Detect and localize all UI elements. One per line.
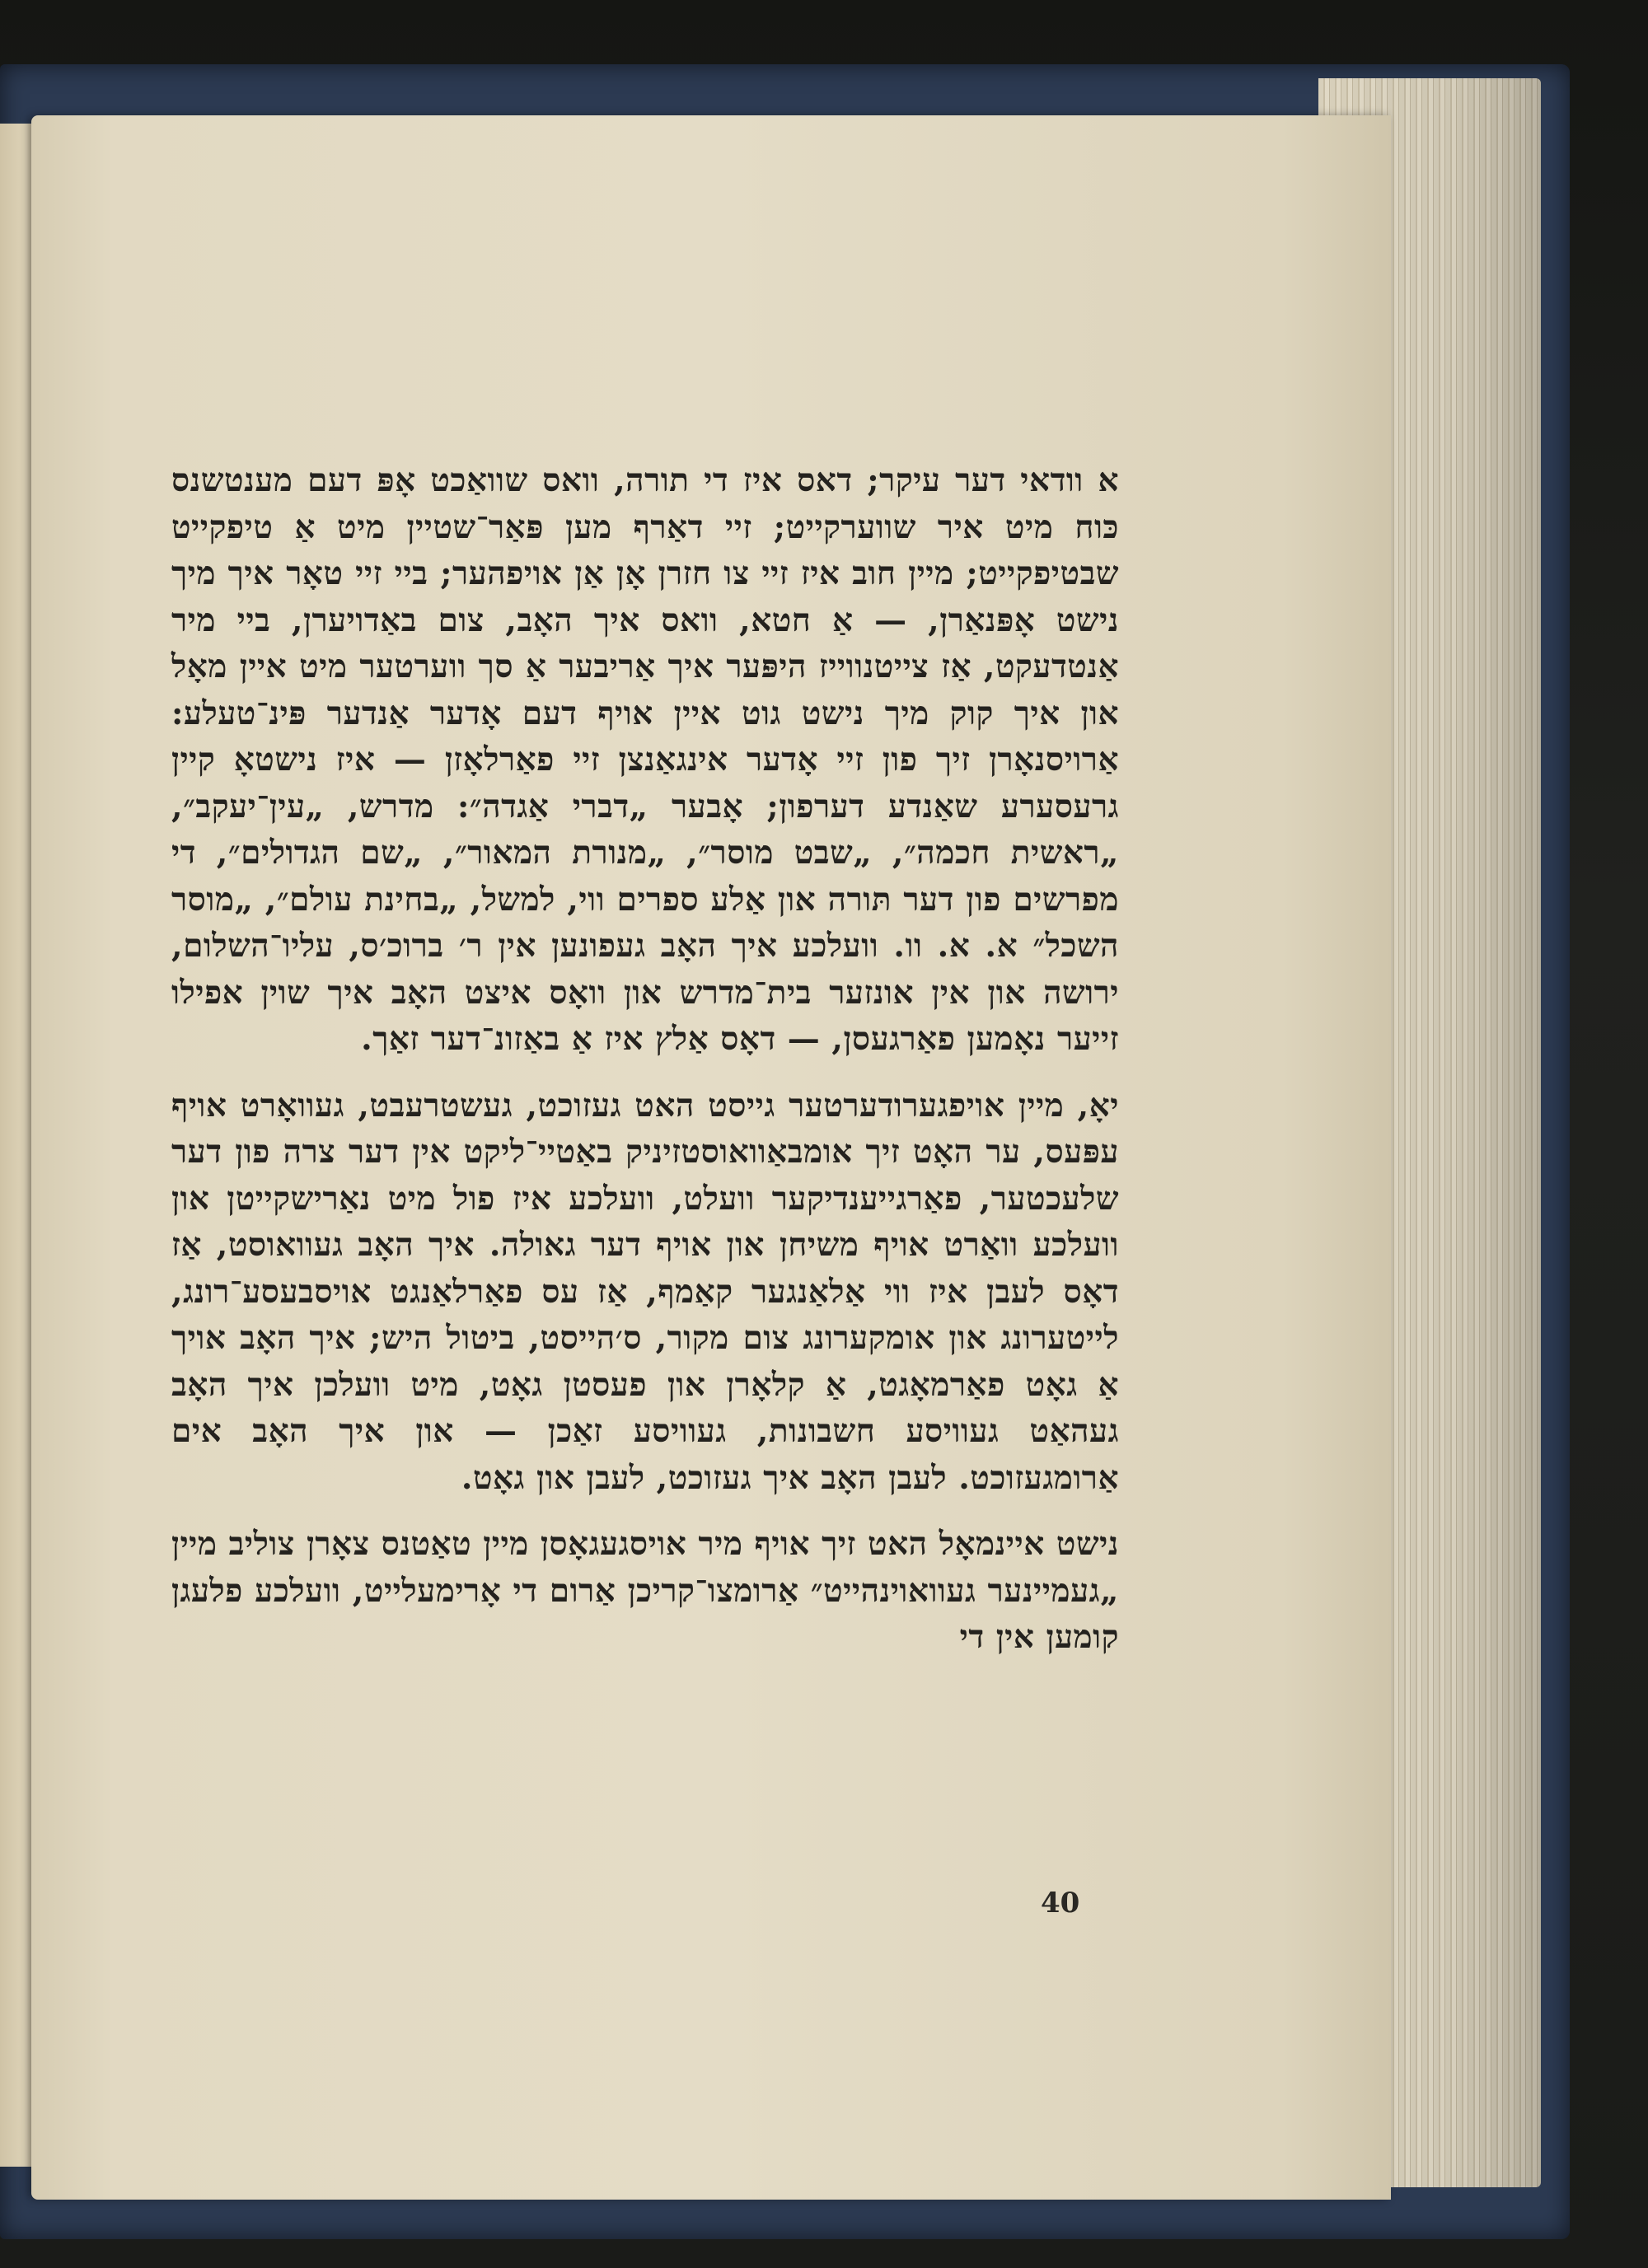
paragraph-3: נישט איינמאָל האט זיך אויף מיר אויסגעגאָסן מיין טאַטנס צאָרן צוליב מיין „געמיינער געוואוינהייט״ אַרומצו־קריכן אַרום די אָרימעלייט, וועלכע פלעגן קומען אין די — [171, 1525, 1119, 1656]
paragraph-1: א וודאי דער עיקר; דאס איז די תורה, וואס שוואַכט אָפּ דעם מענטשנס כּוח מיט איר שווערקייט; זיי דאַרף מען פּאַר־שטיין מיט אַ טיפקייט שבטיפקייט; מיין חוב איז זיי צו חזרן אָן אַן אויפהער; ביי זיי טאָר איך מיך נישט אָפּנאַרן, — אַ חטא, וואס איך האָב, צום באַדויערן, ביי מיר אַנטדעקט, אַז צייטנווייז היפּער איך אַריבער אַ סך ווערטער מיט איין מאָל און איך קוק מיך נישט גוט איין אויף דעם אָדער אַנדער פּינ־טעלע: אַרויסנאָרן זיך פון זיי אָדער אינגאַנצן זיי פאַרלאָזן — איז נישטאָ קיין גרעסערע שאַנדע דערפון; אָבער „דברי אַגדה״: מדרש, „עין־יעקב״, „ראשית חכמה״, „שבט מוסר״, „מנורת המאור״, „שם הגדולים״, די מפרשים פון דער תּורה און אַלע ספרים ווי, למשל, „בחינת עולם״, „מוסר השכל״ א. א. וו. וועלכע איך האָב געפונען אין ר׳ ברוכ׳ס, עליו־השלום, ירושה און אין אונזער בית־מדרש און וואָס איצט האָב איך שוין אפילו זייער נאָמען פאַרגעסן, — דאָס אַלץ איז אַ באַזונ־דער זאַך. — [171, 461, 1119, 1058]
page-body-text — [171, 457, 1119, 1661]
paragraph-2: יאָ, מיין אויפגערודערטער גייסט האט געזוכט, געשטרעבט, געוואָרט אויף עפּעס, ער האָט זיך אומבאַוואוסטזיניק באַטיי־ליקט אין דער צרה פון דער שלעכטער, פאַרגייענדיקער וועלט, וועלכע איז פול מיט נאַרישקייטן און וועלכע וואַרט אויף משיחן און אויף דער גאולה. איך האָב געוואוסט, אַז דאָס לעבן איז ווי אַלאַנגער קאַמף, אַז עס פאַרלאַנגט אויסבעסע־רונג, לייטערונג און אומקערונג צום מקור, ס׳הייסט, ביטול היש; איך האָב אויך אַ גאָט פאַרמאָגט, אַ קלאָרן און פעסטן גאָט, מיט וועלכן איך האָב געהאַט געוויסע חשבונות, געוויסע זאַכן — און איך האָב אים אַרומגעזוכט. לעבן האָב איך געזוכט, לעבן און גאָט. — [171, 1086, 1119, 1497]
book-page — [31, 115, 1391, 2200]
page-number: 40 — [1041, 1887, 1080, 1920]
